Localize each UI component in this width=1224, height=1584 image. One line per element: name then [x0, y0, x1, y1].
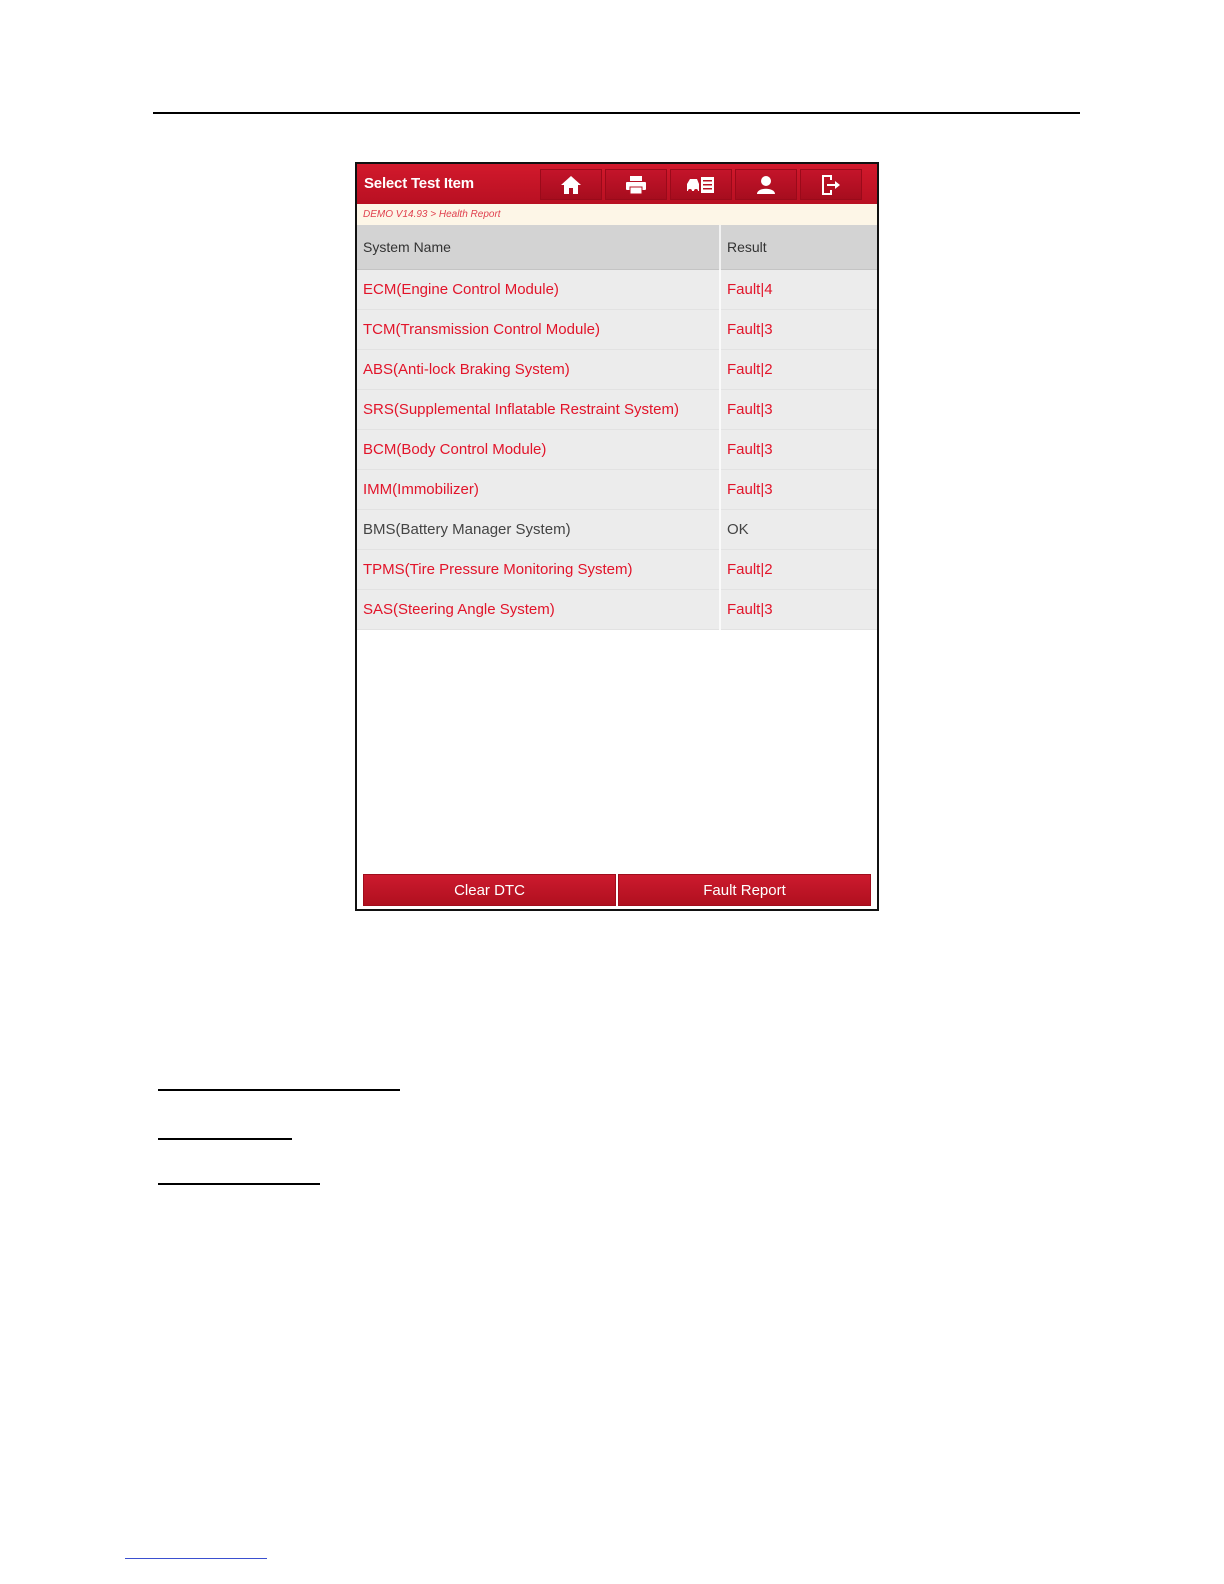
system-name: SRS(Supplemental Inflatable Restraint System) — [363, 401, 679, 418]
system-name: BCM(Body Control Module) — [363, 441, 547, 458]
print-button[interactable] — [605, 169, 667, 200]
column-divider — [719, 270, 721, 310]
footer-link-underline — [125, 1558, 267, 1559]
system-name: TPMS(Tire Pressure Monitoring System) — [363, 561, 633, 578]
system-result: Fault|3 — [727, 321, 773, 338]
diagnostic-app-window — [355, 162, 879, 911]
system-result: OK — [727, 521, 749, 538]
system-result: Fault|3 — [727, 601, 773, 618]
system-name: BMS(Battery Manager System) — [363, 521, 571, 538]
system-name: TCM(Transmission Control Module) — [363, 321, 600, 338]
table-row[interactable] — [357, 350, 877, 390]
bottom-action-bar — [357, 872, 877, 909]
system-name: IMM(Immobilizer) — [363, 481, 479, 498]
column-header-result: Result — [727, 239, 767, 255]
table-header — [357, 225, 877, 270]
table-row[interactable] — [357, 270, 877, 310]
system-name: SAS(Steering Angle System) — [363, 601, 555, 618]
system-list — [357, 270, 877, 630]
table-row[interactable] — [357, 390, 877, 430]
system-result: Fault|3 — [727, 401, 773, 418]
system-result: Fault|2 — [727, 361, 773, 378]
column-divider — [719, 590, 721, 630]
home-icon — [560, 175, 582, 195]
title-bar — [357, 164, 877, 204]
document-underline — [158, 1089, 400, 1091]
exit-icon — [820, 174, 842, 196]
system-result: Fault|3 — [727, 481, 773, 498]
exit-button[interactable] — [800, 169, 862, 200]
column-divider — [719, 390, 721, 430]
table-row[interactable] — [357, 510, 877, 550]
column-divider — [719, 550, 721, 590]
user-button[interactable] — [735, 169, 797, 200]
column-divider — [719, 430, 721, 470]
system-result: Fault|2 — [727, 561, 773, 578]
column-divider — [719, 510, 721, 550]
document-underline — [158, 1138, 292, 1140]
system-name: ABS(Anti-lock Braking System) — [363, 361, 570, 378]
home-button[interactable] — [540, 169, 602, 200]
table-row[interactable] — [357, 550, 877, 590]
table-row[interactable] — [357, 470, 877, 510]
column-header-system-name: System Name — [363, 239, 451, 255]
print-icon — [625, 175, 647, 195]
table-row[interactable] — [357, 590, 877, 630]
page-header-rule — [153, 112, 1080, 114]
system-result: Fault|4 — [727, 281, 773, 298]
vehicle-report-icon — [686, 175, 716, 195]
vehicle-report-button[interactable] — [670, 169, 732, 200]
table-row[interactable] — [357, 310, 877, 350]
breadcrumb: DEMO V14.93 > Health Report — [357, 204, 877, 225]
column-divider — [719, 310, 721, 350]
document-underline — [158, 1183, 320, 1185]
column-divider — [719, 225, 721, 270]
fault-report-button[interactable]: Fault Report — [618, 874, 871, 906]
user-icon — [756, 175, 776, 195]
system-result: Fault|3 — [727, 441, 773, 458]
table-row[interactable] — [357, 430, 877, 470]
column-divider — [719, 470, 721, 510]
app-title: Select Test Item — [364, 175, 474, 192]
column-divider — [719, 350, 721, 390]
clear-dtc-button[interactable]: Clear DTC — [363, 874, 616, 906]
system-name: ECM(Engine Control Module) — [363, 281, 559, 298]
